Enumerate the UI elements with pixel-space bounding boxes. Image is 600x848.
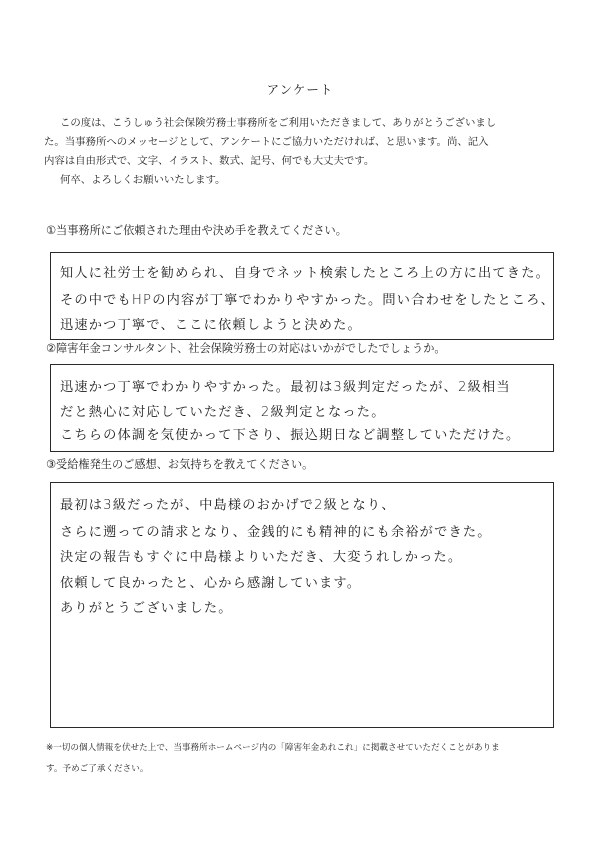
- footnote-line: ※一切の個人情報を伏せた上で、当事務所ホームページ内の「障害年金あれこれ」に掲載させていただくことがありま: [46, 743, 500, 753]
- answer-2-line: こちらの体調を気使かって下さり、振込期日など調整していただけた。: [60, 428, 521, 443]
- answer-1-line: その中でもHPの内容が丁寧でわかりやすかった。問い合わせをしたところ、: [60, 293, 556, 308]
- answer-2-line: 迅速かつ丁寧でわかりやすかった。最初は3級判定だったが、2級相当: [60, 380, 511, 395]
- question-3-label: ③受給権発生のご感想、お気持ちを教えてください。: [46, 458, 314, 471]
- footnote-line: す。予めご了承ください。: [46, 764, 149, 774]
- intro-line: 内容は自由形式で、文字、イラスト、数式、記号、何でも大丈夫です。: [44, 155, 375, 167]
- intro-line: 何卒、よろしくお願いいたします。: [60, 174, 226, 186]
- intro-line: た。当事務所へのメッセージとして、アンケートにご協力いただければ、と思います。尚、記入: [44, 136, 489, 148]
- question-1-label: ①当事務所にご依頼された理由や決め手を教えてください。: [46, 224, 347, 237]
- survey-title: アンケート: [266, 82, 334, 97]
- answer-2-line: だと熱心に対応していただき、2級判定となった。: [60, 405, 386, 420]
- answer-1-line: 知人に社労士を勧められ、自身でネット検索したところ上の方に出てきた。: [60, 266, 550, 281]
- answer-3-line: さらに遡っての請求となり、金銭的にも精神的にも余裕ができた。: [60, 525, 492, 540]
- answer-3-line: ありがとうございました。: [60, 601, 233, 616]
- intro-text: [44, 114, 564, 190]
- question-2-label: ②障害年金コンサルタント、社会保険労務士の対応はいかがでしたでしょうか。: [46, 342, 446, 355]
- answer-1-line: 迅速かつ丁寧で、ここに依頼しようと決めた。: [60, 318, 362, 333]
- answer-3-line: 決定の報告もすぐに中島様よりいただき、大変うれしかった。: [60, 550, 463, 565]
- footnote: [46, 738, 556, 780]
- answer-3-line: 最初は3級だったが、中島様のおかげで2級となり、: [60, 498, 396, 513]
- intro-line: この度は、こうしゅう社会保険労務士事務所をご利用いただきまして、ありがとうございまし: [60, 117, 497, 129]
- answer-3-line: 依頼して良かったと、心から感謝しています。: [60, 576, 362, 591]
